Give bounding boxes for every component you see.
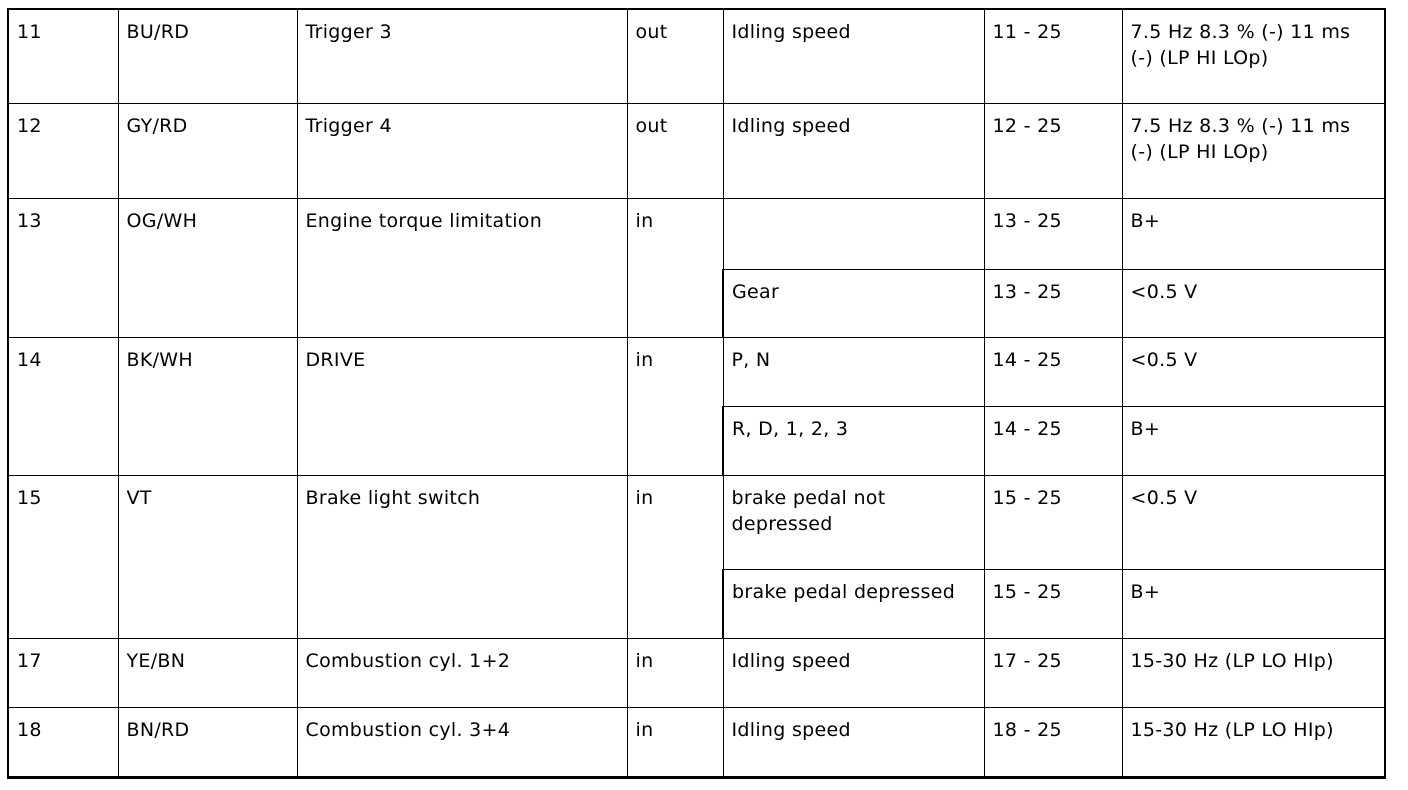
nominal-value: <0.5 V xyxy=(1122,269,1385,337)
measure-between: 13 - 25 xyxy=(984,269,1122,337)
signal-direction: in xyxy=(627,638,723,707)
test-condition: Idling speed xyxy=(723,103,984,198)
signal-direction: out xyxy=(627,9,723,103)
signal-direction: in xyxy=(627,707,723,777)
measure-between: 15 - 25 xyxy=(984,475,1122,569)
wire-color: BN/RD xyxy=(118,707,297,777)
test-condition xyxy=(723,198,984,269)
wire-color: VT xyxy=(118,475,297,638)
pin-assignment-table xyxy=(7,8,1386,779)
signal-description: Trigger 3 xyxy=(297,9,627,103)
signal-description: DRIVE xyxy=(297,337,627,475)
table-row xyxy=(8,198,1385,269)
measure-between: 15 - 25 xyxy=(984,569,1122,638)
nominal-value: 7.5 Hz 8.3 % (-) 11 ms (-) (LP HI LOp) xyxy=(1122,9,1385,103)
table-row xyxy=(8,638,1385,707)
signal-description: Trigger 4 xyxy=(297,103,627,198)
wire-color: YE/BN xyxy=(118,638,297,707)
nominal-value: <0.5 V xyxy=(1122,337,1385,406)
signal-description: Brake light switch xyxy=(297,475,627,638)
nominal-value: B+ xyxy=(1122,198,1385,269)
test-condition: Idling speed xyxy=(723,9,984,103)
pin-number: 13 xyxy=(8,198,118,337)
table-row xyxy=(8,707,1385,777)
table-row xyxy=(8,337,1385,406)
table-row xyxy=(8,103,1385,198)
signal-description: Combustion cyl. 3+4 xyxy=(297,707,627,777)
signal-description: Combustion cyl. 1+2 xyxy=(297,638,627,707)
test-condition: Gear xyxy=(723,269,984,337)
measure-between: 11 - 25 xyxy=(984,9,1122,103)
test-condition: P, N xyxy=(723,337,984,406)
wire-color: GY/RD xyxy=(118,103,297,198)
nominal-value: B+ xyxy=(1122,406,1385,475)
pin-number: 11 xyxy=(8,9,118,103)
nominal-value: 15-30 Hz (LP LO HIp) xyxy=(1122,638,1385,707)
wire-color: BK/WH xyxy=(118,337,297,475)
test-condition: R, D, 1, 2, 3 xyxy=(723,406,984,475)
measure-between: 14 - 25 xyxy=(984,337,1122,406)
signal-direction: in xyxy=(627,198,723,337)
test-condition: brake pedal depressed xyxy=(723,569,984,638)
pin-number: 15 xyxy=(8,475,118,638)
signal-direction: out xyxy=(627,103,723,198)
nominal-value: 15-30 Hz (LP LO HIp) xyxy=(1122,707,1385,777)
signal-direction: in xyxy=(627,337,723,475)
test-condition: brake pedal not depressed xyxy=(723,475,984,569)
test-condition: Idling speed xyxy=(723,638,984,707)
pin-number: 14 xyxy=(8,337,118,475)
signal-direction: in xyxy=(627,475,723,638)
measure-between: 13 - 25 xyxy=(984,198,1122,269)
measure-between: 12 - 25 xyxy=(984,103,1122,198)
measure-between: 18 - 25 xyxy=(984,707,1122,777)
table-row xyxy=(8,475,1385,569)
table-row xyxy=(8,9,1385,103)
test-condition: Idling speed xyxy=(723,707,984,777)
pin-number: 17 xyxy=(8,638,118,707)
wire-color: BU/RD xyxy=(118,9,297,103)
nominal-value: B+ xyxy=(1122,569,1385,638)
nominal-value: 7.5 Hz 8.3 % (-) 11 ms (-) (LP HI LOp) xyxy=(1122,103,1385,198)
measure-between: 17 - 25 xyxy=(984,638,1122,707)
nominal-value: <0.5 V xyxy=(1122,475,1385,569)
signal-description: Engine torque limitation xyxy=(297,198,627,337)
wire-color: OG/WH xyxy=(118,198,297,337)
pin-number: 12 xyxy=(8,103,118,198)
measure-between: 14 - 25 xyxy=(984,406,1122,475)
pin-number: 18 xyxy=(8,707,118,777)
